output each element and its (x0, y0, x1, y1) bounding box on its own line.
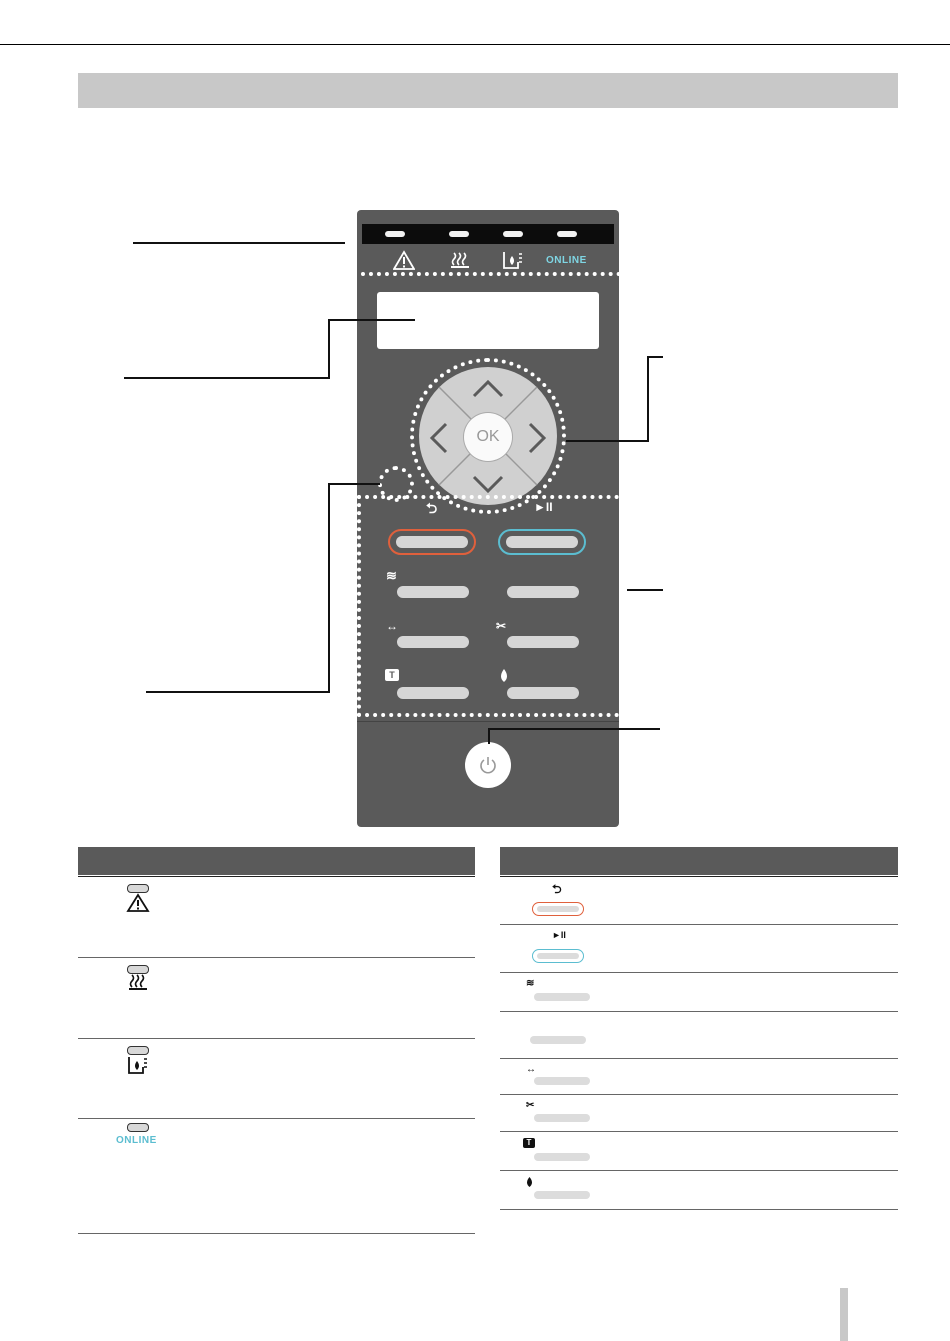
test-print-symbol: T (385, 669, 399, 681)
ok-button[interactable]: OK (464, 413, 512, 461)
button-row-8-rule (500, 1209, 898, 1210)
top-rule (0, 44, 950, 45)
callout-nav-line-h1 (566, 440, 649, 442)
callout-nav-line-v (647, 356, 649, 442)
nav-up-button[interactable] (470, 378, 506, 400)
status-led-highlight (345, 200, 637, 276)
callout-key-line-h2 (328, 483, 380, 485)
blank-button[interactable] (507, 586, 579, 598)
warning-icon (126, 893, 150, 913)
play-pause-button-mini (532, 949, 584, 963)
callout-buttons-line (627, 589, 663, 591)
button-row-5-rule (500, 1094, 898, 1095)
callout-lcd-line-v (328, 319, 330, 379)
callout-lcd-line-h2 (328, 319, 415, 321)
cut-symbol: ✂ (496, 619, 507, 633)
test-print-button-mini (534, 1153, 590, 1161)
button-row-3-rule (500, 1011, 898, 1012)
heater-icon (128, 973, 148, 991)
ink-drop-icon (498, 668, 510, 684)
blank-button-mini (530, 1036, 586, 1044)
back-button[interactable] (388, 529, 476, 555)
heater-icon: ≋ (526, 978, 535, 989)
cut-button[interactable] (507, 636, 579, 648)
ink-button[interactable] (507, 687, 579, 699)
callout-key-line-h1 (146, 691, 330, 693)
callout-led-line (133, 242, 345, 244)
callout-key-line-v (328, 483, 330, 693)
page-edge-marker (840, 1288, 848, 1341)
online-indicator-label: ONLINE (116, 1135, 157, 1146)
indicator-row-2-rule (78, 1038, 475, 1039)
online-label: ONLINE (546, 255, 587, 266)
nav-down-button[interactable] (470, 473, 506, 495)
play-pause-icon: ►II (552, 930, 566, 940)
indicator-row-1-led (127, 884, 149, 893)
feed-symbol: ↔ (386, 619, 398, 633)
callout-nav-line-h2 (647, 356, 663, 358)
play-pause-symbol: ►II (534, 500, 553, 514)
indicator-table-header (78, 847, 475, 875)
button-row-6-rule (500, 1131, 898, 1132)
indicator-row-4-rule (78, 1233, 475, 1234)
back-button-mini (532, 902, 584, 916)
nav-left-button[interactable] (428, 420, 450, 456)
heater-button[interactable] (397, 586, 469, 598)
feed-button[interactable] (397, 636, 469, 648)
indicator-row-3-rule (78, 1118, 475, 1119)
power-icon (478, 755, 498, 775)
indicator-table-head-rule (78, 876, 475, 877)
ink-button-mini (534, 1191, 590, 1199)
back-icon: ⮌ (552, 882, 562, 896)
section-header-bar (78, 73, 898, 108)
cut-button-mini (534, 1114, 590, 1122)
panel-divider (357, 721, 619, 722)
button-row-7-rule (500, 1170, 898, 1171)
ink-tank-icon (127, 1055, 149, 1075)
test-print-icon: T (523, 1138, 535, 1148)
nav-right-button[interactable] (526, 420, 548, 456)
button-row-2-rule (500, 972, 898, 973)
button-table-head-rule (500, 876, 898, 877)
heater-symbol: ≋ (386, 568, 397, 583)
callout-power-line-v (488, 728, 490, 744)
callout-lcd-line-h1 (124, 377, 330, 379)
button-row-4-rule (500, 1058, 898, 1059)
back-symbol: ⮌ (426, 500, 438, 516)
test-print-button[interactable] (397, 687, 469, 699)
ink-drop-icon (525, 1176, 534, 1189)
cutter-icon: ✂ (526, 1100, 535, 1111)
callout-power-line-h (488, 728, 660, 730)
feed-button-mini (534, 1077, 590, 1085)
indicator-row-1-rule (78, 957, 475, 958)
feed-icon: ↔ (526, 1064, 536, 1075)
button-table-header (500, 847, 898, 875)
indicator-row-4-led (127, 1123, 149, 1132)
button-row-1-rule (500, 924, 898, 925)
indicator-row-3-led (127, 1046, 149, 1055)
heater-button-mini (534, 993, 590, 1001)
play-pause-button[interactable] (498, 529, 586, 555)
